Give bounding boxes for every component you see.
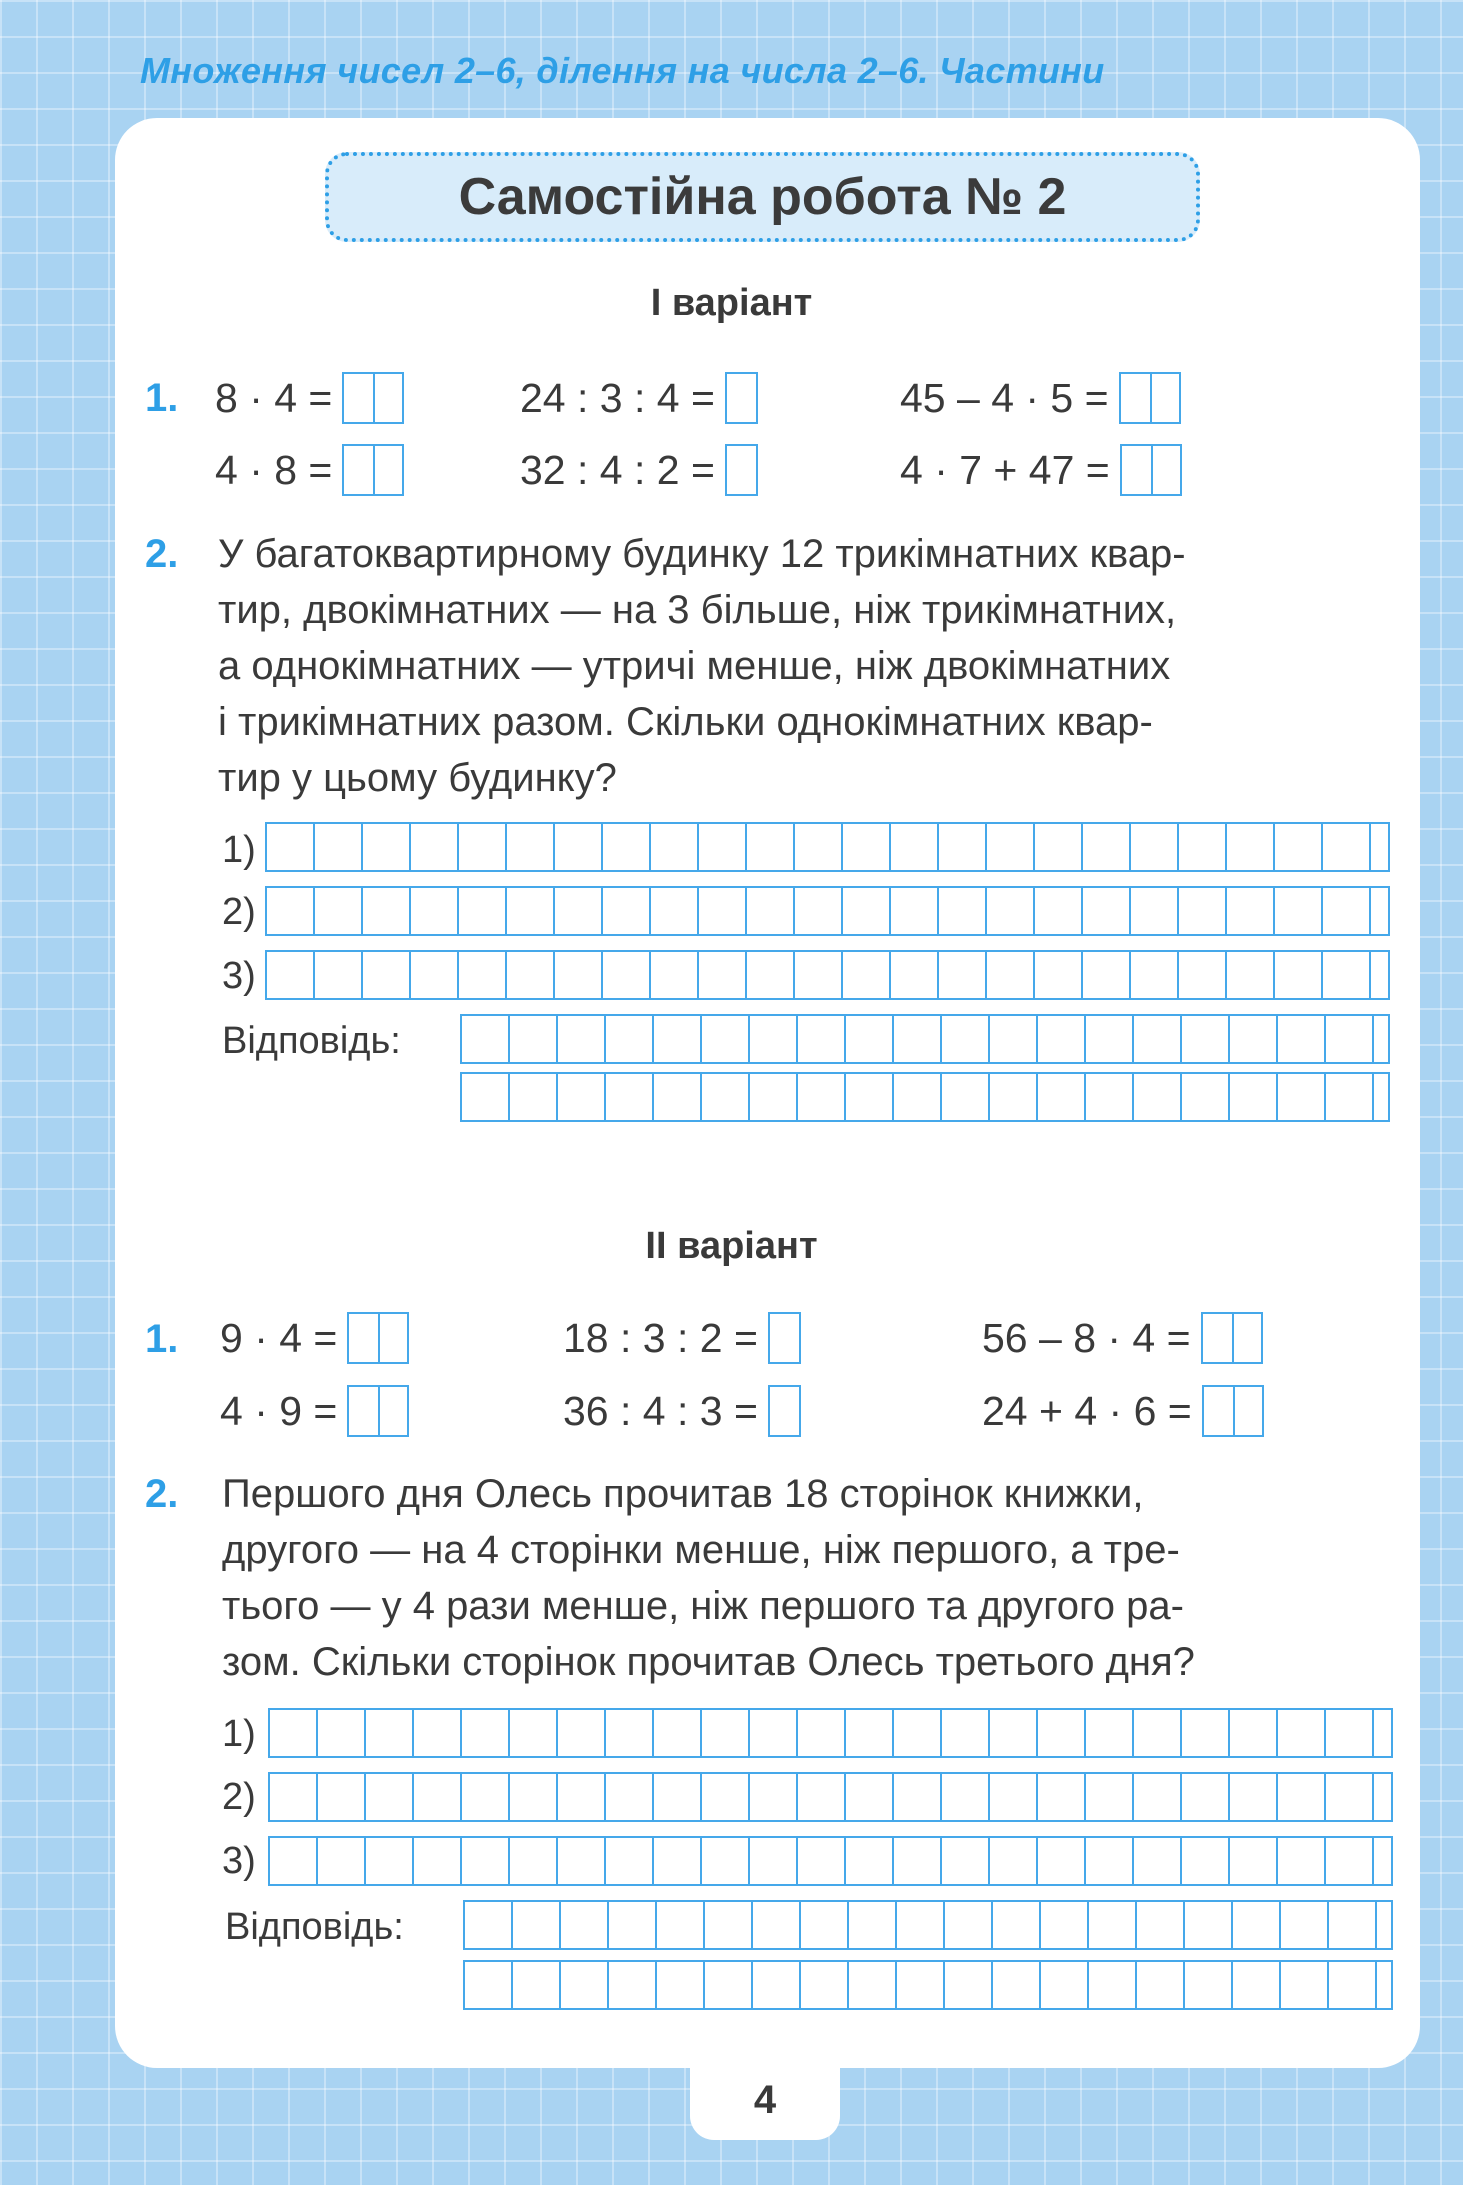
answer-box-2[interactable] [1201, 1312, 1263, 1364]
expr-text: 24 + 4 · 6 = [982, 1387, 1192, 1434]
v1-answer-grid-1[interactable] [460, 1014, 1390, 1064]
v2-answer-label: Відповідь: [225, 1906, 404, 1948]
answer-box-1[interactable] [725, 444, 758, 496]
v1-step3-label: 3) [222, 955, 256, 997]
v1-answer-grid-2[interactable] [460, 1072, 1390, 1122]
v1-expr-r2c3 [900, 444, 1182, 496]
v1-task1-number: 1. [145, 376, 179, 420]
v1-expr-r2c1 [215, 444, 404, 496]
variant-1-title: I варіант [650, 282, 813, 324]
problem-line: тього — у 4 рази менше, ніж першого та другого ра- [222, 1584, 1184, 1628]
answer-box-2[interactable] [347, 1312, 409, 1364]
v2-expr-r2c3 [982, 1385, 1264, 1437]
problem-line: другого — на 4 сторінки менше, ніж першого, а тре- [222, 1528, 1180, 1572]
answer-box-1[interactable] [768, 1312, 801, 1364]
expr-text: 32 : 4 : 2 = [520, 446, 715, 493]
v1-task2-text [218, 526, 1388, 806]
v2-step2-grid[interactable] [268, 1772, 1393, 1822]
v2-expr-r1c3 [982, 1312, 1263, 1364]
expr-text: 4 · 7 + 47 = [900, 446, 1110, 493]
problem-line: а однокімнатних — утричі менше, ніж двокімнатних [218, 644, 1171, 688]
v1-step2-grid[interactable] [265, 886, 1390, 936]
variant-2-title: II варіант [645, 1225, 818, 1267]
v1-answer-label: Відповідь: [222, 1020, 401, 1062]
page-number-tab [690, 2060, 840, 2140]
problem-line: тир, двокімнатних — на 3 більше, ніж трикімнатних, [218, 588, 1177, 632]
v2-step1-grid[interactable] [268, 1708, 1393, 1758]
answer-box-2[interactable] [1119, 372, 1181, 424]
v2-expr-r2c1 [220, 1385, 409, 1437]
worksheet-title: Самостійна робота № 2 [325, 152, 1200, 242]
answer-box-2[interactable] [347, 1385, 409, 1437]
expr-text: 4 · 8 = [215, 446, 333, 493]
v2-expr-r1c1 [220, 1312, 409, 1364]
expr-text: 24 : 3 : 4 = [520, 374, 715, 421]
v2-expr-r1c2 [563, 1312, 801, 1364]
expr-text: 45 – 4 · 5 = [900, 374, 1109, 421]
problem-line: і трикімнатних разом. Скільки однокімнатних квар- [218, 700, 1153, 744]
problem-line: Першого дня Олесь прочитав 18 сторінок книжки, [222, 1472, 1144, 1516]
answer-box-2[interactable] [342, 372, 404, 424]
v1-task2-number: 2. [145, 532, 179, 576]
v2-step2-label: 2) [222, 1776, 256, 1818]
expr-text: 9 · 4 = [220, 1314, 338, 1361]
expr-text: 56 – 8 · 4 = [982, 1314, 1191, 1361]
v2-step3-grid[interactable] [268, 1836, 1393, 1886]
problem-line: тир у цьому будинку? [218, 756, 617, 800]
v1-expr-r1c1 [215, 372, 404, 424]
answer-box-2[interactable] [1202, 1385, 1264, 1437]
expr-text: 36 : 4 : 3 = [563, 1387, 758, 1434]
v1-expr-r1c2 [520, 372, 758, 424]
v2-step1-label: 1) [222, 1713, 256, 1755]
answer-box-2[interactable] [342, 444, 404, 496]
v2-task2-text [222, 1466, 1390, 1690]
answer-box-1[interactable] [768, 1385, 801, 1437]
expr-text: 4 · 9 = [220, 1387, 338, 1434]
v1-step3-grid[interactable] [265, 950, 1390, 1000]
v2-task2-number: 2. [145, 1472, 179, 1516]
v1-expr-r1c3 [900, 372, 1181, 424]
section-header: Множення чисел 2–6, ділення на числа 2–6. Частини [140, 50, 1105, 91]
expr-text: 18 : 3 : 2 = [563, 1314, 758, 1361]
page-number: 4 [753, 2077, 777, 2122]
expr-text: 8 · 4 = [215, 374, 333, 421]
v2-answer-grid-2[interactable] [463, 1960, 1393, 2010]
problem-line: зом. Скільки сторінок прочитав Олесь третього дня? [222, 1640, 1195, 1684]
v2-step3-label: 3) [222, 1840, 256, 1882]
v2-expr-r2c2 [563, 1385, 801, 1437]
v1-expr-r2c2 [520, 444, 758, 496]
answer-box-2[interactable] [1120, 444, 1182, 496]
v2-task1-number: 1. [145, 1317, 179, 1361]
v1-step2-label: 2) [222, 891, 256, 933]
v2-answer-grid-1[interactable] [463, 1900, 1393, 1950]
v1-step1-grid[interactable] [265, 822, 1390, 872]
v1-step1-label: 1) [222, 829, 256, 871]
problem-line: У багатоквартирному будинку 12 трикімнатних квар- [218, 532, 1186, 576]
answer-box-1[interactable] [725, 372, 758, 424]
